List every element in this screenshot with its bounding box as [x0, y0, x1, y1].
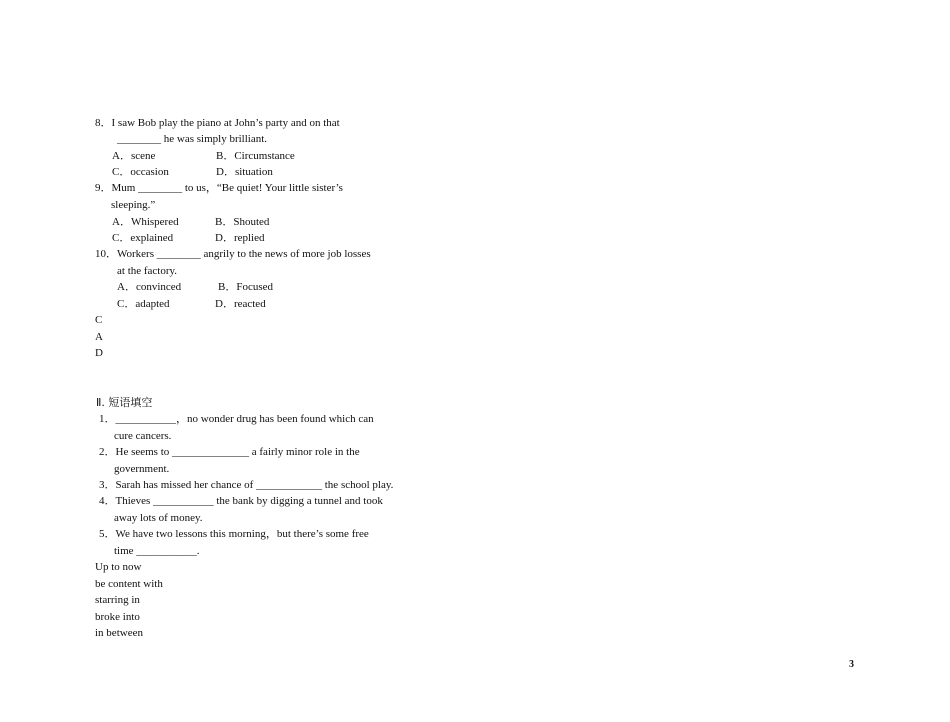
- question-9-option-b: B．Shouted: [215, 216, 270, 228]
- question-8-line-1: 8．I saw Bob play the piano at John’s party and on that: [95, 117, 340, 129]
- phrase-answer-4: broke into: [95, 611, 140, 623]
- question-10-option-c: C．adapted: [117, 298, 170, 310]
- section-2-heading: Ⅱ. 短语填空: [96, 396, 153, 409]
- question-8-option-c: C．occasion: [112, 166, 169, 178]
- question-9-option-a: A．Whispered: [112, 216, 179, 228]
- phrase-item-1-line-2: cure cancers.: [114, 430, 172, 442]
- phrase-item-2-line-1: 2．He seems to ______________ a fairly minor role in the: [99, 446, 360, 458]
- phrase-answer-2: be content with: [95, 578, 163, 590]
- question-8-option-a: A．scene: [112, 150, 156, 162]
- question-9-option-c: C．explained: [112, 232, 174, 244]
- question-10-option-a: A．convinced: [117, 281, 182, 293]
- phrase-item-2-line-2: government.: [114, 463, 170, 475]
- phrase-item-5-line-2: time ___________.: [114, 545, 200, 557]
- phrase-item-4-line-1: 4．Thieves ___________ the bank by digging a tunnel and took: [99, 495, 383, 507]
- answer-8: C: [95, 314, 103, 326]
- question-10-line-2: at the factory.: [117, 265, 178, 277]
- phrase-answer-1: Up to now: [95, 561, 142, 573]
- question-9-line-1: 9．Mum ________ to us，“Be quiet! Your little sister’s: [95, 182, 343, 194]
- question-10-option-d: D．reacted: [215, 298, 266, 310]
- question-9-line-2: sleeping.”: [111, 199, 156, 211]
- question-8-option-d: D．situation: [216, 166, 273, 178]
- phrase-item-3-line-1: 3．Sarah has missed her chance of ____________ the school play.: [99, 479, 394, 491]
- answer-10: D: [95, 347, 103, 359]
- question-10-option-b: B．Focused: [218, 281, 273, 293]
- question-9-option-d: D．replied: [215, 232, 265, 244]
- page-number: 3: [849, 659, 854, 670]
- phrase-item-5-line-1: 5．We have two lessons this morning，but there’s some free: [99, 528, 369, 540]
- phrase-answer-5: in between: [95, 627, 143, 639]
- phrase-answer-3: starring in: [95, 594, 140, 606]
- phrase-item-4-line-2: away lots of money.: [114, 512, 203, 524]
- question-8-option-b: B．Circumstance: [216, 150, 295, 162]
- phrase-item-1-line-1: 1．___________，no wonder drug has been found which can: [99, 413, 374, 425]
- answer-9: A: [95, 331, 103, 343]
- question-8-line-2: ________ he was simply brilliant.: [117, 133, 268, 145]
- question-10-line-1: 10．Workers ________ angrily to the news of more job losses: [95, 248, 371, 260]
